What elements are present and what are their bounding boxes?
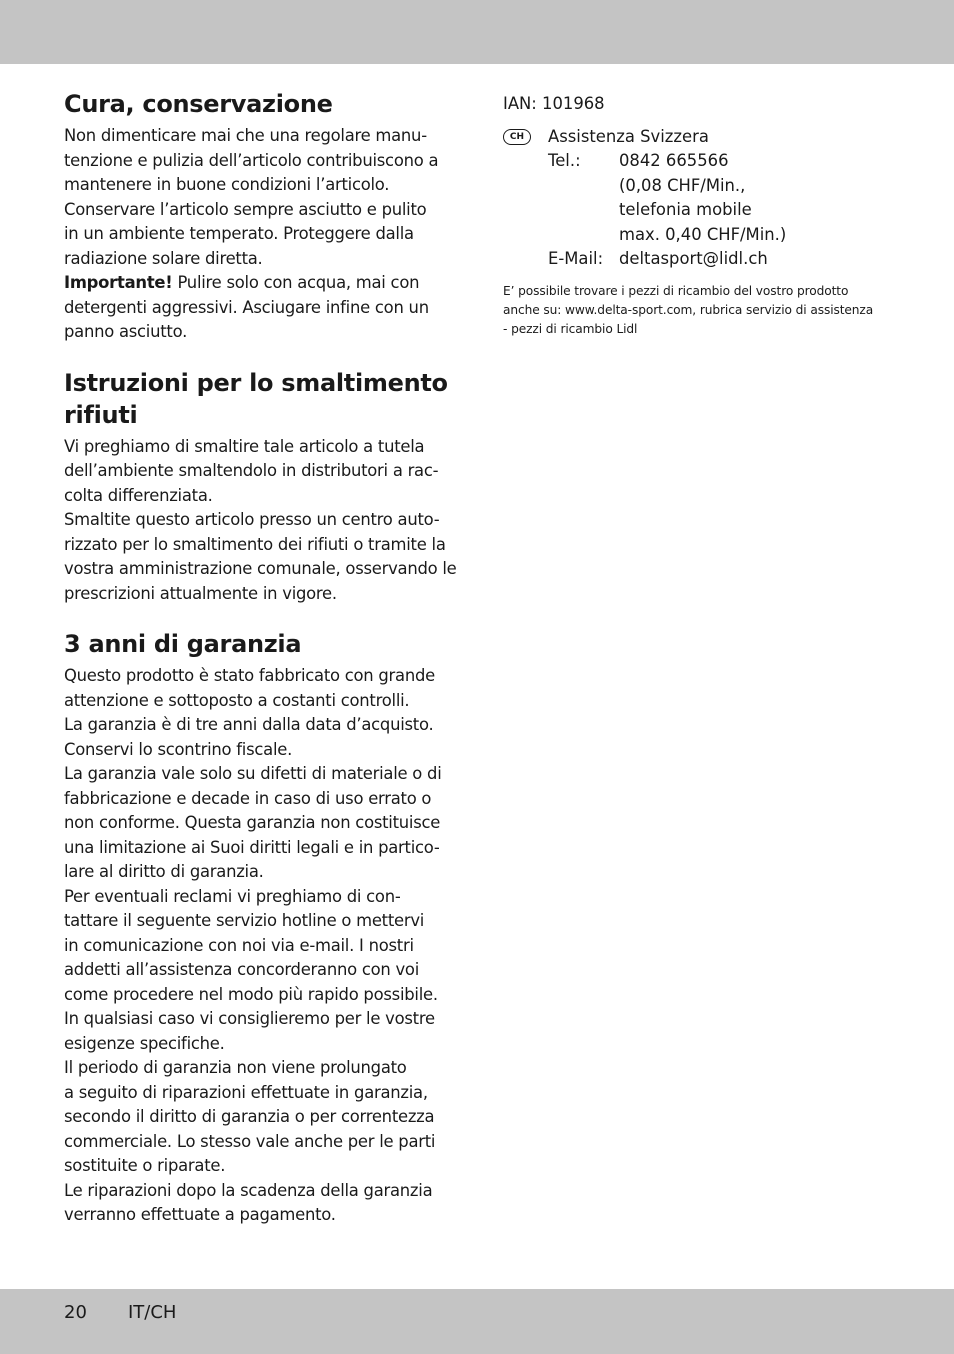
text-line: fabbricazione e decade in caso di uso errato o [64,788,432,808]
text-line: panno asciutto. [64,322,188,341]
tel-rate-line: (0,08 CHF/Min., [619,175,746,195]
text-line: radiazione solare diretta. [64,248,263,268]
support-block [503,125,903,272]
note-line: - pezzi di ricambio Lidl [503,321,638,336]
important-line [64,271,454,296]
text-line: La garanzia è di tre anni dalla data d’acquisto. [64,715,434,734]
warranty-heading: 3 anni di garanzia [64,630,302,658]
text-line: commerciale. Lo stesso vale anche per le parti [64,1131,436,1151]
note-line: anche su: www.delta-sport.com, rubrica servizio di assistenza [503,302,874,317]
text-line: tenzione e pulizia dell’articolo contribuiscono a [64,150,439,170]
ian-number: IAN: 101968 [503,94,605,113]
text-line: non conforme. Questa garanzia non costituisce [64,813,441,832]
text-line: verranno effettuate a pagamento. [64,1205,336,1224]
important-text: Pulire solo con acqua, mai con [172,273,420,292]
warranty-text [64,664,454,1228]
text-line: in comunicazione con noi via e-mail. I nostri [64,935,414,955]
text-line: addetti all’assistenza concorderanno con voi [64,960,420,979]
text-line: lare al diritto di garanzia. [64,862,264,881]
text-line: Vi preghiamo di smaltire tale articolo a tutela [64,436,425,456]
tel-rate-line: telefonia mobile [619,200,752,219]
support-contact-grid [548,149,903,272]
disposal-heading-line2: rifiuti [64,400,138,429]
language-code: IT/CH [128,1302,177,1323]
text-line: mantenere in buone condizioni l’articolo. [64,175,390,194]
text-line: in un ambiente temperato. Proteggere dalla [64,224,414,243]
text-line: secondo il diritto di garanzia o per correntezza [64,1107,435,1126]
ch-country-icon: CH [503,129,531,145]
text-line: Le riparazioni dopo la scadenza della garanzia [64,1180,433,1200]
text-line: Per eventuali reclami vi preghiamo di con- [64,886,401,906]
text-line: dell’ambiente smaltendolo in distributori a rac- [64,461,439,480]
text-line: attenzione e sottoposto a costanti controlli. [64,690,410,710]
text-line: vostra amministrazione comunale, osservando le [64,559,457,578]
tel-label: Tel.: [548,151,581,170]
support-service-name: Assistenza Svizzera [548,126,709,146]
text-line: tattare il seguente servizio hotline o mettervi [64,911,425,930]
text-line: colta differenziata. [64,485,213,505]
text-line: a seguito di riparazioni effettuate in garanzia, [64,1082,428,1102]
text-line: sostituite o riparate. [64,1156,226,1175]
text-line: prescrizioni attualmente in vigore. [64,583,337,603]
text-line: rizzato per lo smaltimento dei rifiuti o tramite la [64,534,446,554]
care-heading: Cura, conservazione [64,90,333,118]
right-column [503,92,903,339]
header-band [0,0,954,64]
text-line: Non dimenticare mai che una regolare manu- [64,126,427,145]
text-line: esigenze specifiche. [64,1033,225,1053]
email-address: deltasport@lidl.ch [619,249,768,268]
page-number: 20 [64,1302,87,1323]
warranty-section [64,628,454,1228]
care-section [64,88,454,345]
support-details [548,125,903,272]
text-line: come procedere nel modo più rapido possibile. [64,984,438,1004]
note-line: E’ possibile trovare i pezzi di ricambio del vostro prodotto [503,283,849,298]
disposal-text [64,435,457,607]
important-label: Importante! [64,273,173,292]
text-line: una limitazione ai Suoi diritti legali e in partico- [64,837,440,857]
text-line: detergenti aggressivi. Asciugare infine con un [64,297,429,317]
text-line: Il periodo di garanzia non viene prolungato [64,1058,407,1077]
text-line: Questo prodotto è stato fabbricato con grande [64,666,435,685]
disposal-section [64,367,457,607]
spare-parts-note [503,282,903,339]
care-text [64,124,454,345]
text-line: La garanzia vale solo su difetti di materiale o di [64,764,442,783]
text-line: Conservi lo scontrino fiscale. [64,739,293,759]
disposal-heading-line1: Istruzioni per lo smaltimento [64,368,448,397]
text-line: Conservare l’articolo sempre asciutto e pulito [64,199,427,219]
text-line: In qualsiasi caso vi consiglieremo per le vostre [64,1009,435,1028]
email-label: E-Mail: [548,249,604,268]
left-column [64,88,457,1228]
text-line: Smaltite questo articolo presso un centro auto- [64,510,440,529]
tel-rate-line: max. 0,40 CHF/Min.) [619,224,787,244]
tel-number: 0842 665566 [619,151,729,170]
